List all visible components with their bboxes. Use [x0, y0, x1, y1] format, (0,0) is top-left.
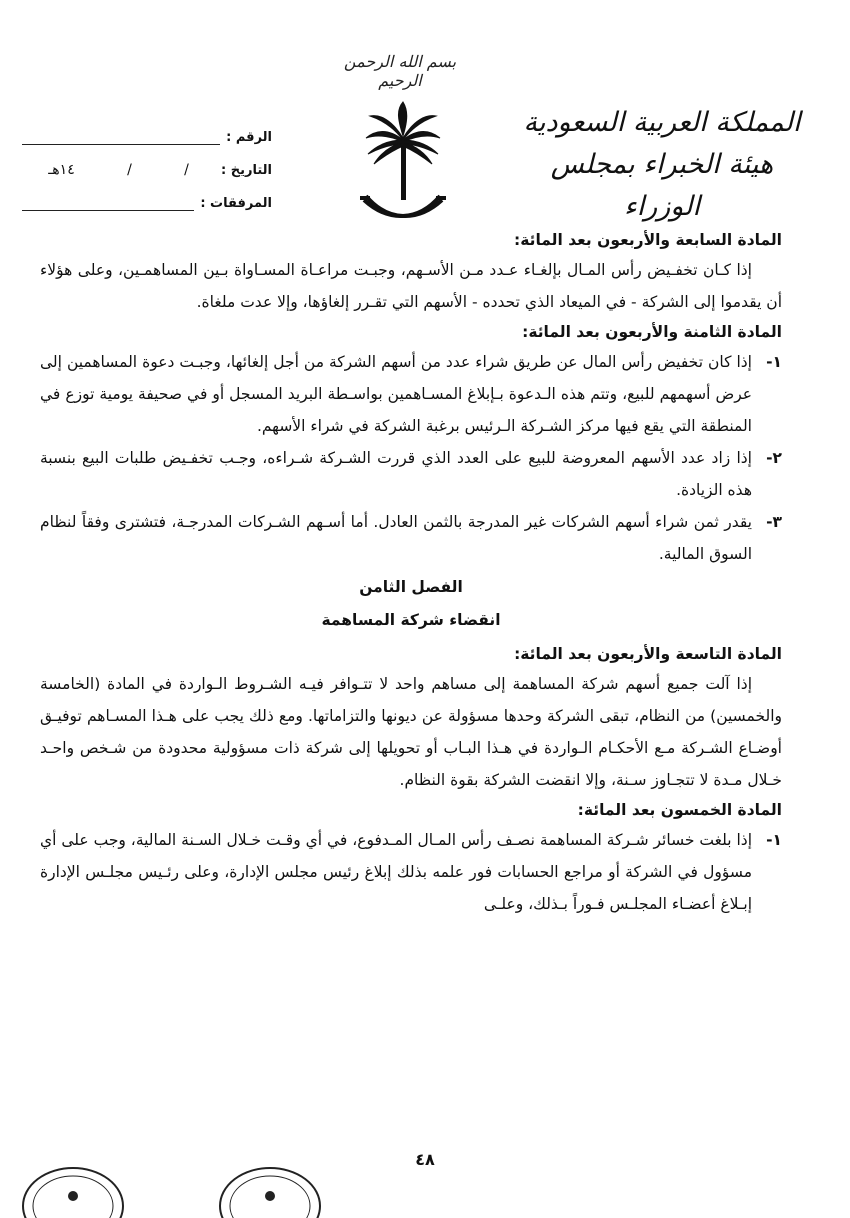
reference-line: [22, 130, 220, 145]
attachments-line: [22, 196, 194, 211]
article-149-text: إذا آلت جميع أسهم شركة المساهمة إلى مساهم واحد لا تتـوافر فيـه الشـروط الـواردة في المادة (الخامسة والخمسين) من النظام، تبقى الشركة وحدها مسؤولة عن ديونها والتزاماتها. ومع ذلك يجب على هـذا المسـاهم توفيـق أوضـاع الشـركة مـع الأحكـام الـواردة في هـذا البـاب أو تحويلها إلى شركة ذات مسؤولية محدودة من شـخص واحـد خـلال مـدة لا تتجـاوز سـنة، وإلا انقضت الشركة بقوة النظام.: [40, 675, 782, 789]
date-slash-2: /: [127, 162, 132, 178]
item-text: إذا كان تخفيض رأس المال عن طريق شراء عدد من أسهم الشركة من أجل إلغائها، وجبـت دعوة المساهمين إلى عرض أسهمهم للبيع، وتتم هذه الـدعوة بـإبلاغ المسـاهمين بواسـطة البريد المسجل أو في صحيفة يومية توزع في المنطقة التي يقع فيها مركز الشـركة الـرئيس برغبة الشركة في شراء الأسهم.: [40, 353, 752, 435]
page-number: ٤٨: [415, 1150, 435, 1169]
document-body: [40, 226, 782, 920]
article-149-heading: المادة التاسعة والأربعون بعد المائة:: [514, 645, 782, 663]
article-147-heading: المادة السابعة والأربعون بعد المائة:: [514, 231, 782, 249]
item-number: ١-: [766, 831, 782, 849]
article-150-heading: المادة الخمسون بعد المائة:: [577, 801, 782, 819]
article-147-text: إذا كـان تخفـيض رأس المـال بإلغـاء عـدد مـن الأسـهم، وجبـت مراعـاة المسـاواة بـين المساهمـين، وعلى هؤلاء أن يقدموا إلى الشركة - في الميعاد الذي تحدده - الأسهم التي تقـرر إلغاؤها، وإلا عدت ملغاة.: [40, 261, 782, 311]
attachments-label: المرفقات :: [200, 196, 272, 211]
item-number: ٣-: [766, 513, 782, 531]
item-text: إذا بلغت خسائر شـركة المساهمة نصـف رأس المـال المـدفوع، في أي وقـت خـلال السـنة المالية، وجب على أي مسؤول في الشركة أو مراجع الحسابات فور علمه بذلك إبلاغ رئيس مجلس الإدارة، وعلى رئـيس مجلـس الإدارة إبـلاغ أعضـاء المجلـس فـوراً بـذلك، وعلـى: [40, 831, 752, 913]
article-148-item-3: [40, 506, 782, 570]
reference-row: [22, 112, 272, 145]
item-number: ٢-: [766, 449, 782, 467]
item-number: ١-: [766, 353, 782, 371]
chapter-title: الفصل الثامن: [359, 578, 463, 596]
date-slash-1: /: [184, 162, 189, 178]
reference-block: [22, 112, 272, 211]
attachments-row: [22, 178, 272, 211]
article-148-item-1: [40, 346, 782, 442]
item-text: يقدر ثمن شراء أسهم الشركات غير المدرجة بالثمن العادل. أما أسـهم الشـركات المدرجـة، فتشترى وفقاً لنظام السوق المالية.: [40, 513, 752, 563]
chapter-subtitle: انقضاء شركة المساهمة: [321, 611, 501, 629]
date-value: [22, 162, 215, 178]
kingdom-letterhead: [512, 102, 812, 228]
official-seal-icon: [215, 1158, 325, 1218]
article-150-item-1: [40, 824, 782, 920]
date-row: [22, 145, 272, 178]
basmala: بسم الله الرحمن الرحيم: [343, 52, 457, 90]
saudi-emblem-icon: [358, 100, 448, 230]
article-148-heading: المادة الثامنة والأربعون بعد المائة:: [522, 323, 782, 341]
item-text: إذا زاد عدد الأسهم المعروضة للبيع على العدد الذي قررت الشـركة شـراءه، وجـب تخفـيض طلبات البيع بنسبة هذه الزيادة.: [40, 449, 752, 499]
date-label: التاريخ :: [221, 163, 272, 178]
kingdom-name: المملكة العربية السعودية: [523, 107, 801, 138]
authority-name: هيئة الخبراء بمجلس الوزراء: [550, 149, 774, 222]
date-suffix: ١٤هـ: [48, 162, 75, 178]
reference-label: الرقم :: [226, 130, 272, 145]
official-seal-icon: [18, 1158, 128, 1218]
article-148-item-2: [40, 442, 782, 506]
